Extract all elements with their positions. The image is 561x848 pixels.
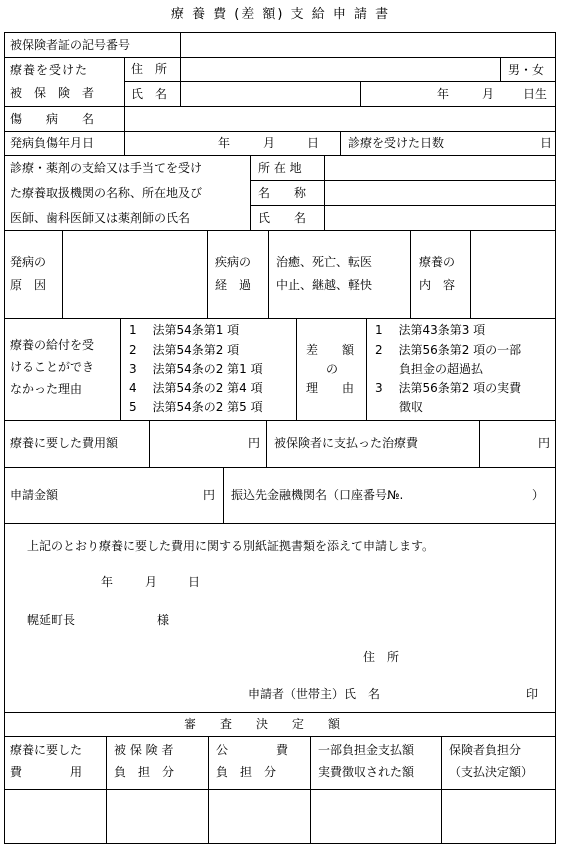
decision-header: 審 査 決 定 額: [184, 717, 341, 731]
decision-col-label: 療養に要した: [10, 743, 83, 757]
col-divider: [366, 318, 367, 420]
addressee: 幌延町長: [27, 613, 76, 627]
reason-label: なかった理由: [10, 382, 83, 396]
row-divider: [4, 106, 556, 107]
bank-account-close: ）: [532, 488, 545, 502]
diff-reason-option: 負担金の超過払: [375, 362, 484, 376]
name-label: 氏 名: [131, 87, 168, 101]
insured-label-line1: 療養を受けた: [10, 63, 89, 77]
reason-label: けることができ: [10, 360, 95, 374]
decision-col-label: 負 担 分: [114, 765, 175, 779]
col-divider: [250, 155, 251, 230]
col-divider: [208, 736, 209, 844]
diff-reason-label: 理 由: [306, 381, 355, 395]
reason-option[interactable]: 3 法第54条の2 第1 項: [129, 362, 263, 376]
col-divider: [479, 420, 480, 467]
col-divider: [441, 736, 442, 844]
institution-label-line: 医師、歯科医師又は薬剤師の氏名: [10, 211, 191, 225]
decision-col-label: 負 担 分: [216, 765, 277, 779]
applicant-address-label: 住 所: [363, 650, 400, 664]
col-divider: [180, 32, 181, 57]
yen-unit: 円: [203, 488, 216, 502]
application-year: 年: [101, 575, 114, 589]
declaration-text: 上記のとおり療養に要した費用に関する別紙証拠書類を添えて申請します。: [27, 539, 435, 553]
onset-day: 日: [307, 136, 320, 150]
insurance-card-number-label: 被保険者証の記号番号: [10, 38, 131, 52]
institution-location-label: 所 在 地: [258, 161, 302, 175]
form-title: 療 養 費 (差 額) 支 給 申 請 書: [170, 7, 391, 22]
row-divider: [4, 467, 556, 468]
row-divider: [250, 205, 556, 206]
claim-amount-label: 申請金額: [10, 488, 59, 502]
address-label: 住 所: [131, 62, 168, 76]
decision-col-label: 一部負担金支払額: [318, 743, 415, 757]
treatment-content-label: 療養の: [419, 255, 456, 269]
disease-name-label: 傷 病 名: [10, 112, 95, 126]
insured-label-line2: 被 保 険 者: [10, 86, 95, 100]
practitioner-name-label: 氏 名: [258, 211, 307, 225]
dob-year: 年: [437, 87, 450, 101]
col-divider: [180, 57, 181, 106]
col-divider: [266, 420, 267, 467]
col-divider: [340, 131, 341, 155]
col-divider: [124, 131, 125, 155]
col-divider: [324, 155, 325, 230]
col-divider: [310, 736, 311, 844]
col-divider: [500, 57, 501, 81]
addressee-honorific: 様: [157, 613, 170, 627]
application-day: 日: [188, 575, 201, 589]
row-divider: [4, 736, 556, 737]
col-divider: [223, 467, 224, 523]
reason-option[interactable]: 5 法第54条の2 第5 項: [129, 400, 263, 414]
yen-unit: 円: [538, 436, 551, 450]
row-divider: [4, 155, 556, 156]
row-divider: [4, 789, 556, 790]
dob-month: 月: [482, 87, 495, 101]
onset-month: 月: [263, 136, 276, 150]
diff-reason-option[interactable]: 1 法第43条第3 項: [375, 323, 486, 337]
col-divider: [149, 420, 150, 467]
institution-label-line: 診療・薬剤の支給又は手当てを受け: [10, 161, 203, 175]
applicant-name-label: 申請者（世帯主）氏 名: [248, 687, 381, 701]
yen-unit: 円: [248, 436, 261, 450]
institution-label-line: た療養取扱機関の名称、所在地及び: [10, 186, 203, 200]
col-divider: [410, 230, 411, 318]
reason-option[interactable]: 2 法第54条第2 項: [129, 343, 240, 357]
decision-col-label: 実費徴収された額: [318, 765, 415, 779]
row-divider: [4, 131, 556, 132]
paid-amount-label: 被保険者に支払った治療費: [274, 436, 419, 450]
sex-field[interactable]: 男・女: [508, 63, 545, 77]
onset-cause-label: 原 因: [10, 278, 47, 292]
row-divider: [4, 712, 556, 713]
reason-option[interactable]: 4 法第54条の2 第4 項: [129, 381, 263, 395]
diff-reason-option[interactable]: 3 法第56条第2 項の実費: [375, 381, 522, 395]
decision-col-label: 保険者負担分: [449, 743, 522, 757]
outcome-label: 治癒、死亡、転医: [276, 255, 373, 269]
col-divider: [207, 230, 208, 318]
onset-cause-label: 発病の: [10, 255, 47, 269]
row-divider: [4, 57, 556, 58]
decision-col-label: 公 費: [216, 743, 289, 757]
col-divider: [360, 81, 361, 106]
decision-col-label: 費 用: [10, 765, 83, 779]
treatment-cost-label: 療養に要した費用額: [10, 436, 119, 450]
col-divider: [268, 230, 269, 318]
seal-mark: 印: [526, 687, 539, 701]
decision-col-label: （支払決定額）: [449, 765, 534, 779]
col-divider: [296, 318, 297, 420]
diff-reason-label: の: [326, 362, 339, 376]
decision-col-label: 被 保 険 者: [114, 743, 174, 757]
diff-reason-option[interactable]: 2 法第56条第2 項の一部: [375, 343, 522, 357]
onset-year: 年: [218, 136, 231, 150]
reason-option[interactable]: 1 法第54条第1 項: [129, 323, 240, 337]
treatment-content-label: 内 容: [419, 278, 456, 292]
col-divider: [62, 230, 63, 318]
col-divider: [470, 230, 471, 318]
disease-course-label: 疾病の: [215, 255, 252, 269]
diff-reason-option: 徴収: [375, 400, 424, 414]
row-divider: [4, 420, 556, 421]
treatment-days-unit: 日: [540, 136, 553, 150]
col-divider: [106, 736, 107, 844]
row-divider: [4, 523, 556, 524]
col-divider: [124, 57, 125, 106]
diff-reason-label: 差 額: [306, 343, 355, 357]
reason-label: 療養の給付を受: [10, 338, 95, 352]
outcome-label: 中止、継越、軽快: [276, 278, 373, 292]
institution-name-label: 名 称: [258, 186, 307, 200]
dob-day: 日生: [523, 87, 548, 101]
row-divider: [4, 318, 556, 319]
col-divider: [124, 106, 125, 131]
row-divider: [124, 81, 556, 82]
application-month: 月: [145, 575, 158, 589]
col-divider: [120, 318, 121, 420]
onset-date-label: 発病負傷年月日: [10, 136, 95, 150]
disease-course-label: 経 過: [215, 278, 252, 292]
treatment-days-label: 診療を受けた日数: [348, 136, 445, 150]
row-divider: [250, 180, 556, 181]
row-divider: [4, 230, 556, 231]
bank-account-label: 振込先金融機関名（口座番号№.: [231, 488, 404, 502]
